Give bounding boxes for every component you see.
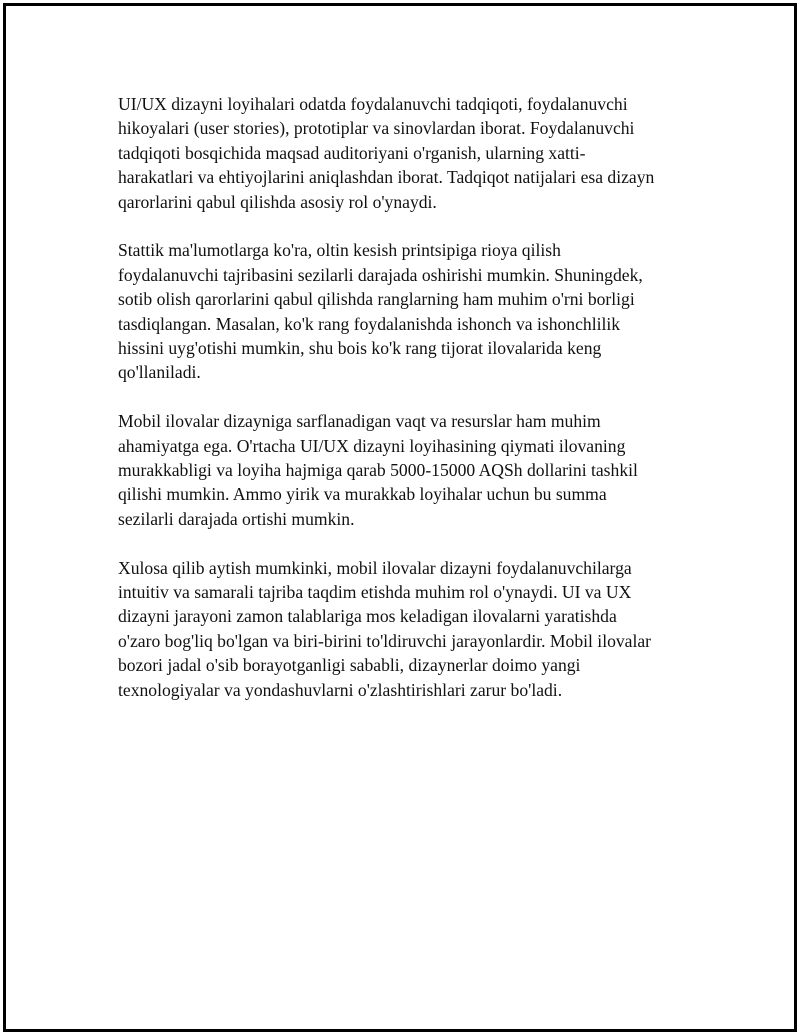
text-line: foydalanuvchi tajribasini sezilarli darajada oshirishi mumkin. Shuningdek, — [118, 264, 643, 285]
text-line: tasdiqlangan. Masalan, ko'k rang foydalanishda ishonch va ishonchlilik — [118, 313, 621, 334]
text-line: harakatlari va ehtiyojlarini aniqlashdan iborat. Tadqiqot natijalari esa dizayn — [118, 167, 655, 188]
text-line: sezilarli darajada ortishi mumkin. — [118, 508, 355, 529]
text-line: Stattik ma'lumotlarga ko'ra, oltin kesish printsipiga rioya qilish — [118, 240, 561, 261]
text-line: qo'llaniladi. — [118, 362, 201, 383]
text-line: qilishi mumkin. Ammo yirik va murakkab loyihalar uchun bu summa — [118, 484, 607, 505]
paragraph-conclusion — [118, 556, 693, 702]
text-line: UI/UX dizayni loyihalari odatda foydalanuvchi tadqiqoti, foydalanuvchi — [118, 94, 628, 114]
text-line: Mobil ilovalar dizayniga sarflanadigan vaqt va resurslar ham muhim — [118, 411, 601, 432]
text-line: bozori jadal o'sib borayotganligi sababli, dizaynerlar doimo yangi — [118, 655, 581, 676]
text-line: Xulosa qilib aytish mumkinki, mobil ilovalar dizayni foydalanuvchilarga — [118, 557, 632, 578]
text-line: ahamiyatga ega. O'rtacha UI/UX dizayni loyihasining qiymati ilovaning — [118, 435, 626, 456]
text-line: hissini uyg'otishi mumkin, shu bois ko'k rang tijorat ilovalarida keng — [118, 338, 602, 359]
text-line: sotib olish qarorlarini qabul qilishda ranglarning ham muhim o'rni borligi — [118, 289, 635, 310]
text-line: hikoyalari (user stories), prototiplar va sinovlardan iborat. Foydalanuvchi — [118, 118, 635, 139]
paragraph-costs — [118, 409, 693, 531]
text-line: o'zaro bog'liq bo'lgan va biri-birini to'ldiruvchi jarayonlardir. Mobil ilovalar — [118, 630, 652, 651]
text-line: murakkabligi va loyiha hajmiga qarab 5000-15000 AQSh dollarini tashkil — [118, 460, 638, 481]
text-line: qarorlarini qabul qilishda asosiy rol o'ynaydi. — [118, 191, 437, 212]
paragraph-statistics — [118, 238, 693, 384]
text-line: texnologiyalar va yondashuvlarni o'zlashtirishlari zarur bo'ladi. — [118, 679, 563, 700]
paragraph-intro — [118, 92, 693, 214]
document-body — [118, 92, 693, 727]
text-line: dizayni jarayoni zamon talablariga mos keladigan ilovalarni yaratishda — [118, 606, 617, 627]
text-line: intuitiv va samarali tajriba taqdim etishda muhim rol o'ynaydi. UI va UX — [118, 582, 632, 603]
text-line: tadqiqoti bosqichida maqsad auditoriyani o'rganish, ularning xatti- — [118, 142, 586, 163]
